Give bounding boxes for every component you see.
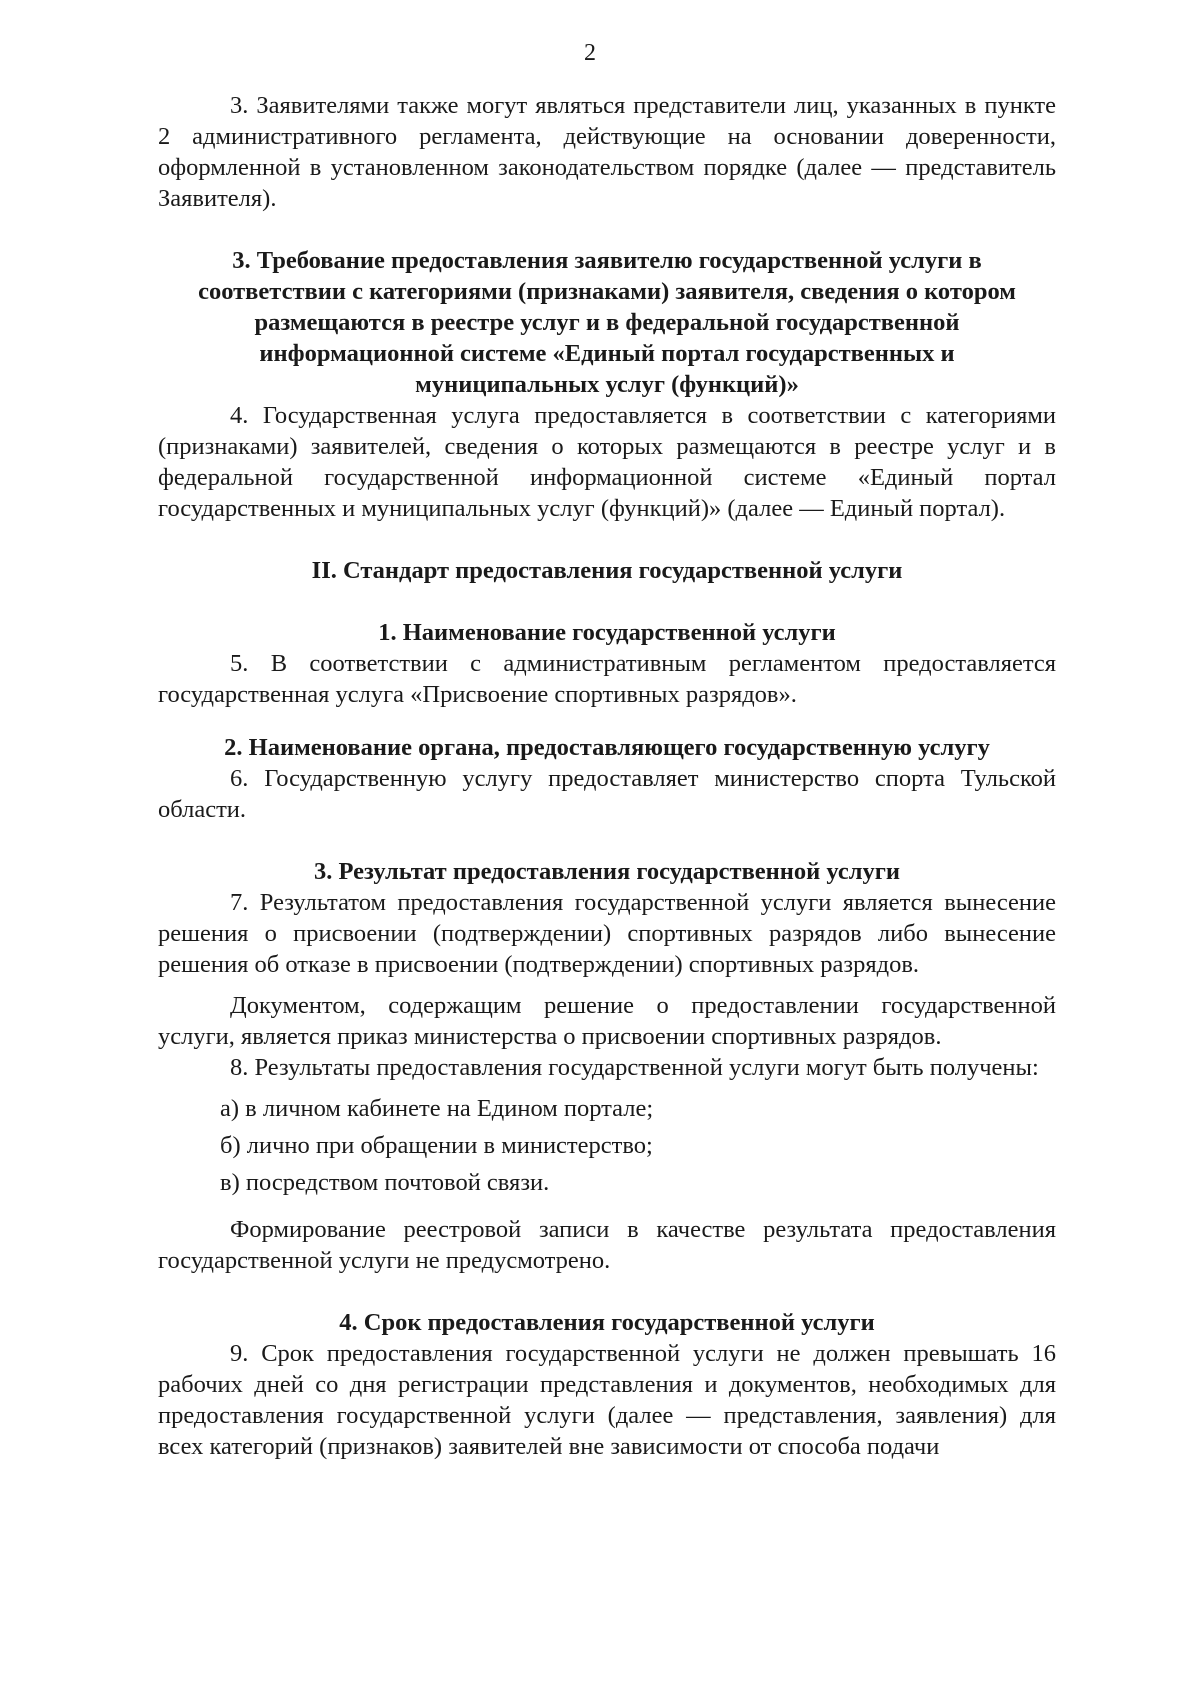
- list-item-b: б) лично при обращении в министерство;: [220, 1132, 653, 1159]
- heading-requirement: 3. Требование предоставления заявителю государственной услуги в соответствии с категориями (признаками) заявителя, сведения о котором размещаются в реестре услуг и в федеральной государственной информационной системе «Единый портал государственных и муниципальных услуг (функций)»: [198, 247, 1016, 398]
- list-item-a: а) в личном кабинете на Едином портале;: [220, 1095, 654, 1122]
- paragraph-7-document: Документом, содержащим решение о предоставлении государственной услуги, является приказ министерства о присвоении спортивных разрядов.: [158, 992, 1056, 1050]
- paragraph-8-registry: Формирование реестровой записи в качестве результата предоставления государственной услуги не предусмотрено.: [158, 1216, 1056, 1274]
- heading-term: 4. Срок предоставления государственной услуги: [339, 1309, 875, 1336]
- paragraph-3: 3. Заявителями также могут являться представители лиц, указанных в пункте 2 административного регламента, действующие на основании доверенности, оформленной в установленном законодательством порядке (далее — представитель Заявителя).: [158, 92, 1056, 212]
- paragraph-6: 6. Государственную услугу предоставляет министерство спорта Тульской области.: [158, 765, 1056, 823]
- paragraph-4: 4. Государственная услуга предоставляется в соответствии с категориями (признаками) заявителей, сведения о которых размещаются в реестре услуг и в федеральной государственной информационной системе «Единый портал государственных и муниципальных услуг (функций)» (далее — Единый портал).: [158, 402, 1056, 522]
- paragraph-9: 9. Срок предоставления государственной услуги не должен превышать 16 рабочих дней со дня регистрации представления и документов, необходимых для предоставления государственной услуги (далее — представления, заявления) для всех категорий (признаков) заявителей вне зависимости от способа подачи: [158, 1340, 1056, 1460]
- paragraph-5: 5. В соответствии с административным регламентом предоставляется государственная услуга «Присвоение спортивных разрядов».: [158, 650, 1056, 708]
- heading-service-name: 1. Наименование государственной услуги: [378, 619, 836, 646]
- list-item-c: в) посредством почтовой связи.: [220, 1169, 550, 1196]
- document-body: [158, 90, 1056, 1462]
- heading-result: 3. Результат предоставления государственной услуги: [313, 858, 901, 885]
- heading-section-2: II. Стандарт предоставления государственной услуги: [311, 557, 903, 584]
- heading-authority: 2. Наименование органа, предоставляющего государственную услугу: [224, 734, 990, 761]
- page-number: 2: [584, 40, 596, 66]
- paragraph-8: 8. Результаты предоставления государственной услуги могут быть получены:: [230, 1054, 1039, 1081]
- paragraph-7: 7. Результатом предоставления государственной услуги является вынесение решения о присвоении (подтверждении) спортивных разрядов либо вынесение решения об отказе в присвоении (подтверждении) спортивных разрядов.: [158, 889, 1056, 978]
